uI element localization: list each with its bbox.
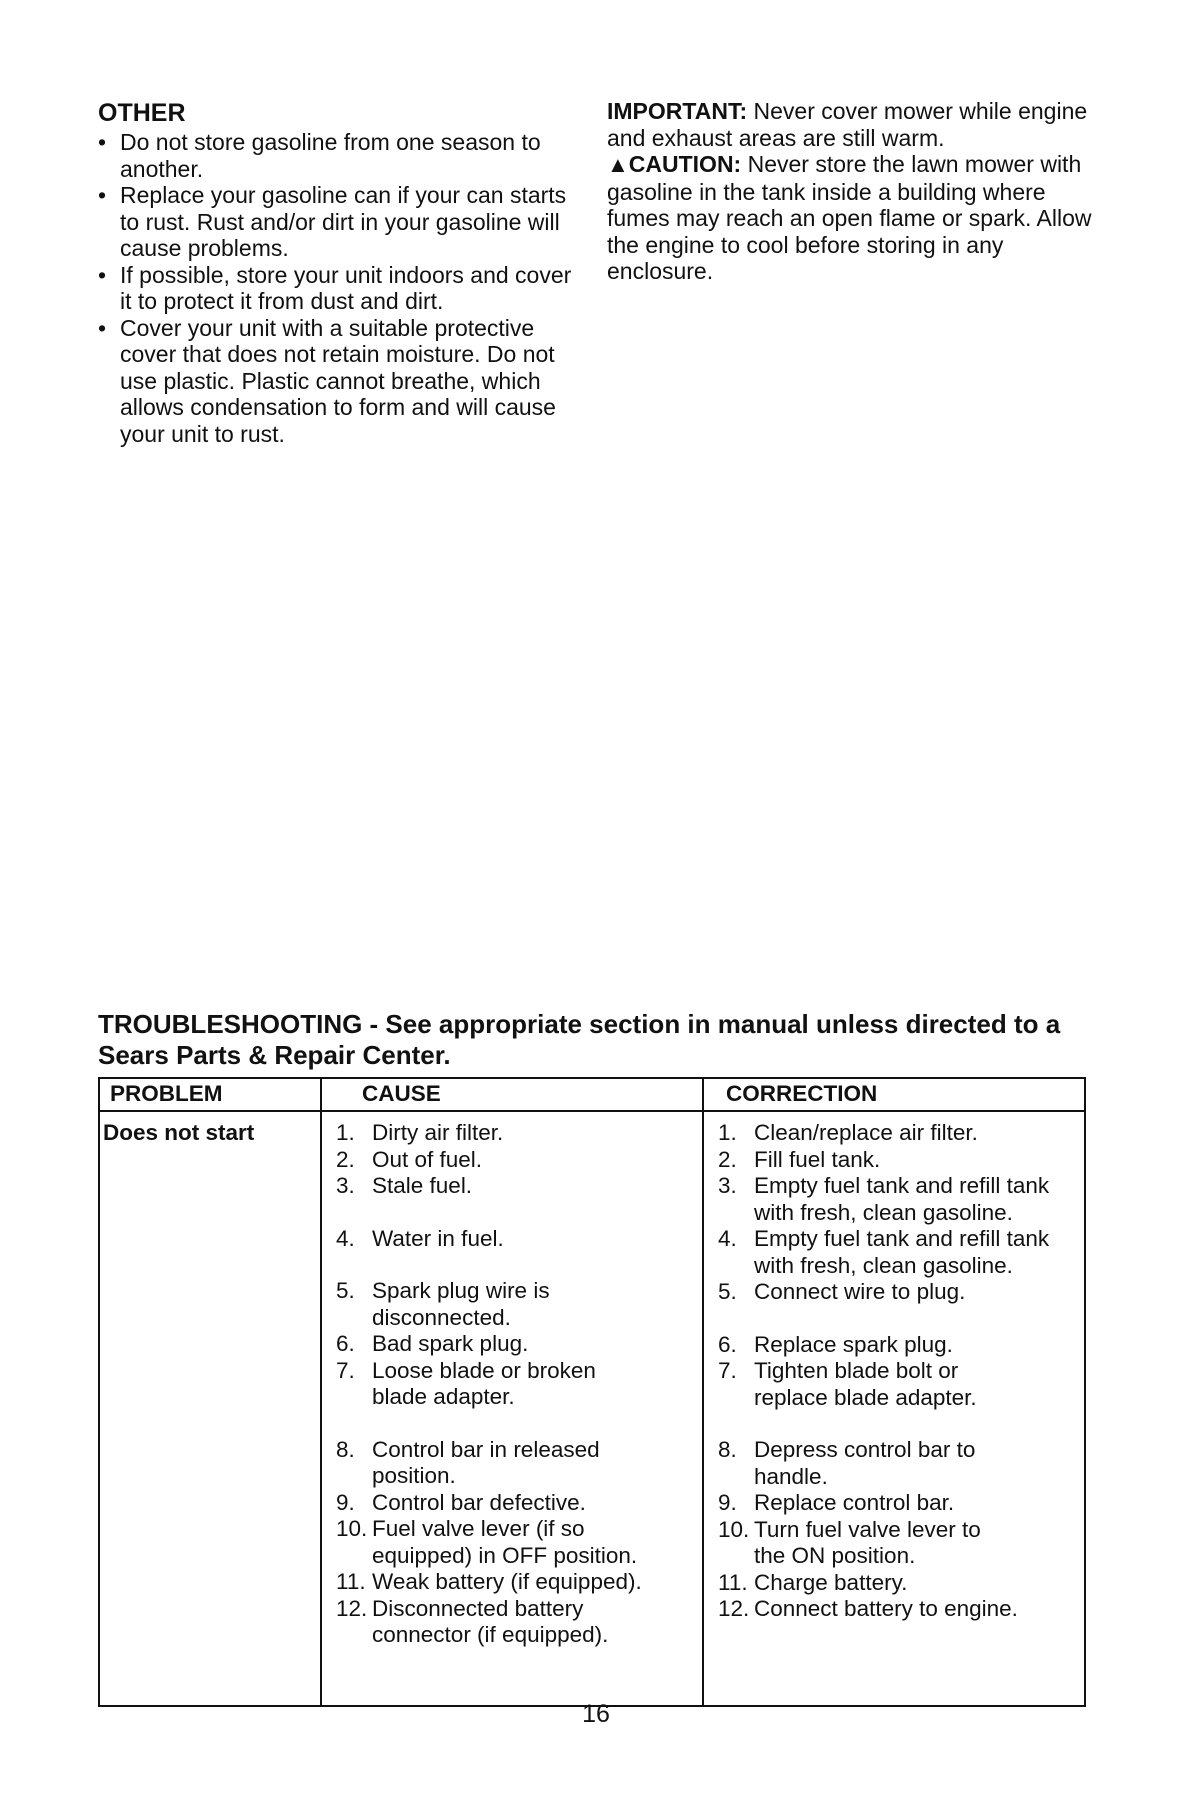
troubleshooting-table (98, 1077, 1086, 1707)
page-number: 16 (582, 1700, 610, 1728)
list-item (718, 1173, 1080, 1226)
item-number: 2. (336, 1146, 355, 1172)
list-item (336, 1569, 698, 1596)
list-item (718, 1120, 1080, 1147)
item-text: Empty fuel tank and refill tank with fresh, clean gasoline. (754, 1226, 1050, 1278)
item-number: 4. (336, 1225, 355, 1251)
other-bullet: • If possible, store your unit indoors and cover it to protect it from dust and dirt. (98, 262, 588, 315)
list-item (336, 1226, 698, 1253)
item-number: 7. (718, 1358, 737, 1383)
list-item (336, 1147, 698, 1174)
item-text: Tighten blade bolt or replace blade adapter. (754, 1358, 977, 1410)
list-item (336, 1358, 698, 1411)
other-bullet-list (98, 129, 588, 447)
item-text: Out of fuel. (372, 1146, 483, 1172)
item-number: 11. (336, 1569, 366, 1594)
item-text: Water in fuel. (372, 1225, 504, 1251)
caution-note (607, 151, 1107, 285)
item-number: 10. (718, 1516, 750, 1542)
item-number: 9. (718, 1490, 737, 1515)
item-number: 7. (336, 1357, 355, 1383)
caution-label: CAUTION: (628, 151, 742, 177)
important-text: Never cover mower while engine and exhaust areas are still warm. (607, 98, 1088, 151)
item-number: 3. (718, 1173, 737, 1198)
list-item (336, 1596, 698, 1649)
item-text: Control bar in released position. (372, 1436, 600, 1488)
storage-notes (607, 98, 1107, 285)
correction-list (708, 1120, 1080, 1623)
caution-text: Never store the lawn mower with gasoline in the tank inside a building where fumes may reach an open flame or spark. Allow the engine to cool before storing in any enclosure. (607, 151, 1092, 284)
item-number: 10. (336, 1516, 368, 1541)
item-number: 1. (718, 1120, 737, 1145)
item-text: Dirty air filter. (372, 1120, 504, 1145)
item-text: Charge battery. (754, 1569, 908, 1595)
item-number: 5. (718, 1279, 737, 1304)
other-heading: OTHER (98, 99, 186, 127)
column-header-problem: PROBLEM (99, 1078, 321, 1111)
troubleshooting-heading: TROUBLESHOOTING - See appropriate section in manual unless directed to a Sears Parts & Repair Center. (98, 1009, 1061, 1070)
item-number: 6. (718, 1331, 737, 1357)
item-number: 1. (336, 1120, 355, 1145)
column-header-cause: CAUSE (321, 1078, 703, 1111)
list-item (336, 1331, 698, 1358)
item-number: 12. (336, 1595, 368, 1621)
list-item (336, 1490, 698, 1517)
list-item (336, 1173, 698, 1200)
list-item (718, 1279, 1080, 1306)
other-section (98, 98, 588, 447)
item-text: Stale fuel. (372, 1173, 473, 1198)
item-number: 5. (336, 1278, 355, 1303)
item-text: Spark plug wire is disconnected. (372, 1278, 550, 1330)
list-item (718, 1332, 1080, 1359)
item-text: Depress control bar to handle. (754, 1437, 976, 1489)
column-header-correction: CORRECTION (703, 1078, 1085, 1111)
item-number: 11. (718, 1569, 748, 1595)
item-number: 4. (718, 1226, 737, 1251)
item-number: 8. (718, 1437, 737, 1462)
item-text: Loose blade or broken blade adapter. (372, 1357, 596, 1409)
list-item (336, 1278, 698, 1331)
item-number: 6. (336, 1331, 355, 1356)
item-text: Turn fuel valve lever to the ON position. (754, 1516, 981, 1568)
item-number: 2. (718, 1146, 737, 1172)
list-item (718, 1596, 1080, 1623)
cause-list (326, 1120, 698, 1649)
problem-cell: Does not start (99, 1111, 321, 1706)
list-item (336, 1516, 698, 1569)
item-number: 8. (336, 1436, 355, 1462)
item-text: Fuel valve lever (if so equipped) in OFF position. (372, 1516, 638, 1568)
item-text: Replace spark plug. (754, 1331, 953, 1357)
important-label: IMPORTANT: (607, 98, 748, 124)
item-text: Weak battery (if equipped). (372, 1569, 642, 1594)
warning-triangle-icon: ▲ (607, 152, 629, 177)
table-header-row (99, 1078, 1085, 1111)
other-bullet: • Replace your gasoline can if your can starts to rust. Rust and/or dirt in your gasoline will cause problems. (98, 182, 588, 262)
list-item (336, 1120, 698, 1147)
list-item (718, 1437, 1080, 1490)
list-item (718, 1358, 1080, 1411)
list-item (718, 1226, 1080, 1279)
item-text: Replace control bar. (754, 1490, 955, 1515)
list-item (718, 1570, 1080, 1597)
table-row (99, 1111, 1085, 1706)
other-bullet: • Cover your unit with a suitable protective cover that does not retain moisture. Do not use plastic. Plastic cannot breathe, which allows condensation to form and will cause your unit to rust. (98, 315, 588, 448)
list-item (718, 1147, 1080, 1174)
item-number: 3. (336, 1173, 355, 1198)
list-item (718, 1490, 1080, 1517)
item-text: Disconnected battery connector (if equipped). (372, 1595, 609, 1647)
cause-cell (321, 1111, 703, 1706)
list-item (718, 1517, 1080, 1570)
item-text: Control bar defective. (372, 1489, 586, 1515)
important-note (607, 98, 1107, 151)
item-text: Bad spark plug. (372, 1331, 529, 1356)
item-text: Fill fuel tank. (754, 1146, 881, 1172)
other-bullet: • Do not store gasoline from one season to another. (98, 129, 588, 182)
correction-cell (703, 1111, 1085, 1706)
item-text: Empty fuel tank and refill tank with fresh, clean gasoline. (754, 1173, 1050, 1225)
item-text: Clean/replace air filter. (754, 1120, 978, 1145)
item-text: Connect battery to engine. (754, 1596, 1018, 1621)
list-item (336, 1437, 698, 1490)
item-number: 12. (718, 1596, 750, 1621)
item-number: 9. (336, 1489, 355, 1515)
item-text: Connect wire to plug. (754, 1279, 966, 1304)
